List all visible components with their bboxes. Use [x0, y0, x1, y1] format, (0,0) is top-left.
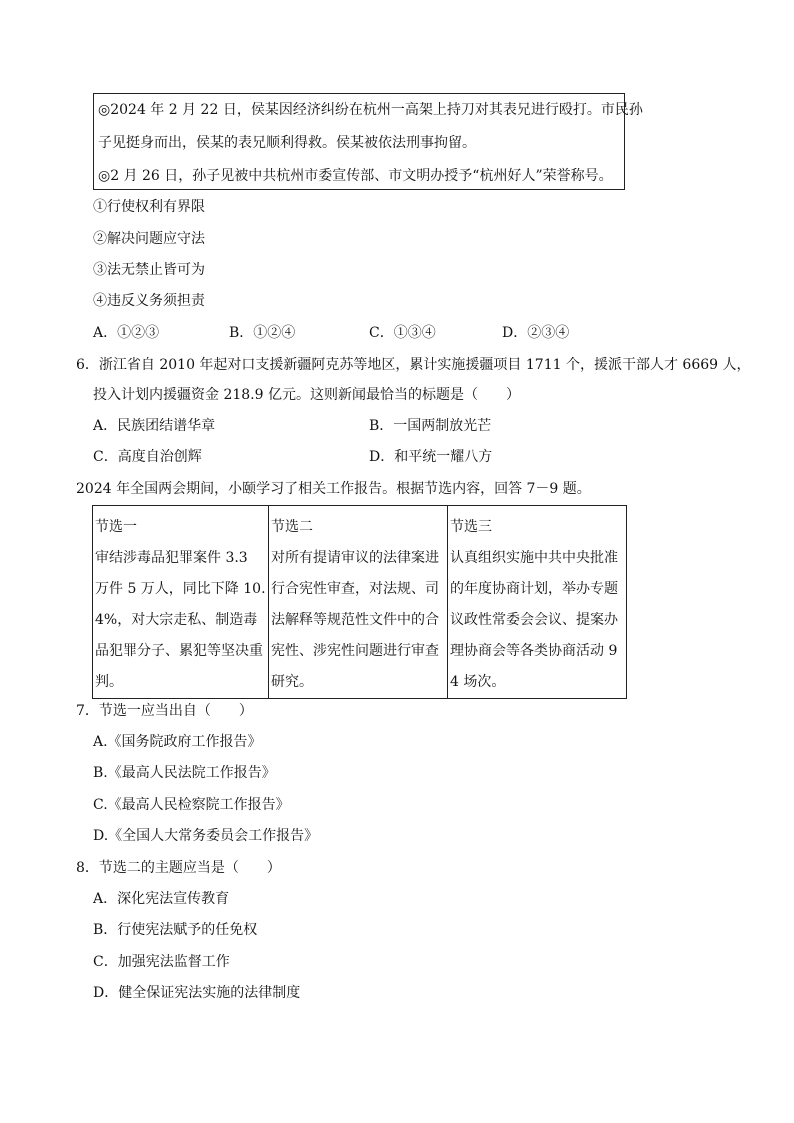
- q7-option-b[interactable]: B.《最高人民法院工作报告》: [93, 765, 276, 781]
- material-line-3: ◎2 月 26 日，孙子见被中共杭州市委宣传部、市文明办授予“杭州好人”荣誉称号。: [98, 168, 613, 184]
- q8-option-d[interactable]: D．健全保证宪法实施的法律制度: [93, 985, 301, 1001]
- q5-option-b[interactable]: B．①②④: [229, 325, 296, 341]
- q6-stem-line-1: 6．浙江省自 2010 年起对口支援新疆阿克苏等地区，累计实施援疆项目 1711 个，援派干部人才 6669 人，: [76, 357, 751, 373]
- excerpt-1-body: 审结涉毒品犯罪案件 3.3 万件 5 万人，同比下降 10.4%，对大宗走私、制造毒品犯罪分子、累犯等坚决重判。: [95, 550, 266, 690]
- q6-option-c[interactable]: C．高度自治创辉: [93, 449, 202, 465]
- section-intro: 2024 年全国两会期间，小颐学习了相关工作报告。根据节选内容，回答 7－9 题。: [76, 481, 591, 497]
- q8-option-a[interactable]: A．深化宪法宣传教育: [93, 891, 230, 907]
- material-box: [93, 93, 643, 190]
- q7-stem: 7．节选一应当出自（ ）: [76, 703, 253, 719]
- material-line-1: ◎2024 年 2 月 22 日，侯某因经济纠纷在杭州一高架上持刀对其表兄进行殴打。市民孙: [98, 102, 643, 118]
- q8-option-c[interactable]: C．加强宪法监督工作: [93, 954, 230, 970]
- q6-stem-line-2: 投入计划内援疆资金 218.9 亿元。这则新闻最恰当的标题是（ ）: [93, 387, 520, 403]
- excerpt-2-title: 节选二: [271, 519, 313, 535]
- q6-option-a[interactable]: A．民族团结谱华章: [93, 418, 216, 434]
- material-line-2: 子见挺身而出，侯某的表兄顺利得救。侯某被依法刑事拘留。: [98, 135, 476, 151]
- excerpt-cell-2: [269, 506, 448, 699]
- q5-statement-4: ④违反义务须担责: [93, 293, 205, 309]
- excerpt-table: [92, 505, 627, 699]
- q5-statement-2: ②解决问题应守法: [93, 231, 205, 247]
- q8-stem: 8．节选二的主题应当是（ ）: [76, 860, 281, 876]
- q6-option-d[interactable]: D．和平统一耀八方: [369, 449, 493, 465]
- excerpt-1-title: 节选一: [95, 519, 137, 535]
- q7-option-c[interactable]: C.《最高人民检察院工作报告》: [93, 797, 290, 813]
- excerpt-3-title: 节选三: [450, 519, 492, 535]
- q5-option-a[interactable]: A．①②③: [93, 325, 160, 341]
- q5-option-d[interactable]: D．②③④: [502, 325, 570, 341]
- q5-options: [93, 323, 653, 345]
- q5-option-c[interactable]: C．①③④: [369, 325, 436, 341]
- excerpt-cell-1: [93, 506, 269, 699]
- excerpt-2-body: 对所有提请审议的法律案进行合宪性审查，对法规、司法解释等规范性文件中的合宪性、涉宪性问题进行审查研究。: [271, 550, 439, 690]
- q5-statement-3: ③法无禁止皆可为: [93, 262, 205, 278]
- q5-statement-1: ①行使权利有界限: [93, 199, 205, 215]
- q6-option-b[interactable]: B．一国两制放光芒: [369, 418, 492, 434]
- excerpt-3-body: 认真组织实施中共中央批准的年度协商计划，举办专题议政性常委会会议、提案办理协商会等各类协商活动 94 场次。: [450, 550, 618, 690]
- q7-option-a[interactable]: A.《国务院政府工作报告》: [93, 734, 262, 750]
- q8-option-b[interactable]: B．行使宪法赋予的任免权: [93, 922, 258, 938]
- excerpt-cell-3: [448, 506, 627, 699]
- q7-option-d[interactable]: D.《全国人大常务委员会工作报告》: [93, 828, 319, 844]
